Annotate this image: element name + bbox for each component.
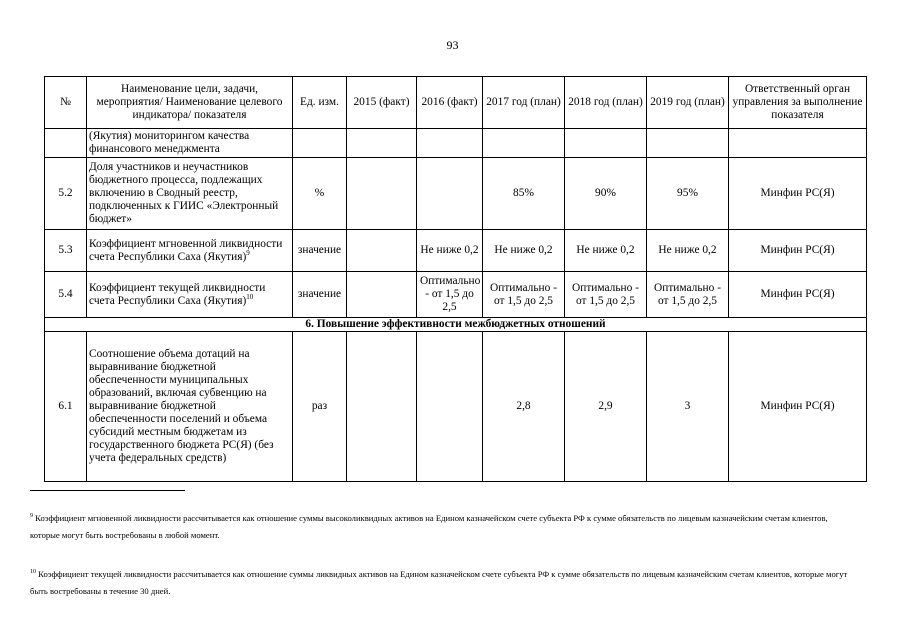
header-2015: 2015 (факт)	[347, 77, 417, 129]
table-row	[45, 230, 867, 272]
row-number: 5.2	[45, 158, 87, 230]
indicator-name: Коэффициент мгновенной ликвидности счета Республики Саха (Якутия)$^9$	[87, 230, 293, 272]
value-2018: 2,9	[565, 332, 647, 482]
indicator-name: Соотношение объема дотаций на выравнивание бюджетной обеспеченности муниципальных образований, включая субвенцию на выравнивание бюджетной обеспеченности поселений и объема субсидий местным бюджетам из государственного бюджета РС(Я) (без учета федеральных средств)	[87, 332, 293, 482]
header-2019: 2019 год (план)	[647, 77, 729, 129]
value-2016: Не ниже 0,2	[417, 230, 483, 272]
footnote-text: Коэффициент текущей ликвидности рассчитывается как отношение суммы ликвидных активов на Едином казначейском счете субъекта РФ к сумме обязательств по лицевым казначейским счетам клиентов, которые могут быть востребованы в течение 30 дней.	[30, 569, 848, 596]
table-row	[45, 129, 867, 158]
header-unit: Ед. изм.	[293, 77, 347, 129]
value-2018: 90%	[565, 158, 647, 230]
value-2018: Оптимально - от 1,5 до 2,5	[565, 272, 647, 318]
section-title: 6. Повышение эффективности межбюджетных отношений	[45, 318, 867, 332]
unit-cell: раз	[293, 332, 347, 482]
responsible-org: Минфин РС(Я)	[729, 158, 867, 230]
header-2018: 2018 год (план)	[565, 77, 647, 129]
value-2016: Оптимально - от 1,5 до 2,5	[417, 272, 483, 318]
indicators-table	[44, 76, 867, 482]
responsible-org: Минфин РС(Я)	[729, 230, 867, 272]
indicator-name: (Якутия) мониторингом качества финансового менеджмента	[87, 129, 293, 158]
table-row	[45, 158, 867, 230]
responsible-org: Минфин РС(Я)	[729, 272, 867, 318]
footnote-mark: 10	[30, 569, 36, 576]
unit-cell: %	[293, 158, 347, 230]
header-name: Наименование цели, задачи, мероприятия/ Наименование целевого индикатора/ показателя	[87, 77, 293, 129]
value-2017: 85%	[483, 158, 565, 230]
header-num: №	[45, 77, 87, 129]
value-2019: 3	[647, 332, 729, 482]
value-2018: Не ниже 0,2	[565, 230, 647, 272]
header-2016: 2016 (факт)	[417, 77, 483, 129]
responsible-org: Минфин РС(Я)	[729, 332, 867, 482]
unit-cell: значение	[293, 230, 347, 272]
value-2019: 95%	[647, 158, 729, 230]
footnote-ref: 9	[246, 248, 250, 257]
footnote-9	[30, 510, 850, 544]
footnote-10	[30, 566, 850, 600]
page-number: 93	[446, 38, 459, 52]
value-2019: Оптимально - от 1,5 до 2,5	[647, 272, 729, 318]
row-number: 6.1	[45, 332, 87, 482]
footnote-mark: 9	[30, 513, 33, 520]
header-org: Ответственный орган управления за выполнение показателя	[729, 77, 867, 129]
indicator-name: Доля участников и неучастников бюджетного процесса, подлежащих включению в Сводный реестр, подключенных к ГИИС «Электронный бюджет»	[87, 158, 293, 230]
value-2017: 2,8	[483, 332, 565, 482]
indicator-name: Коэффициент текущей ликвидности счета Республики Саха (Якутия)$^{10}$	[87, 272, 293, 318]
value-2019: Не ниже 0,2	[647, 230, 729, 272]
value-2017: Не ниже 0,2	[483, 230, 565, 272]
header-2017: 2017 год (план)	[483, 77, 565, 129]
value-2017: Оптимально - от 1,5 до 2,5	[483, 272, 565, 318]
table-row	[45, 272, 867, 318]
footnote-ref: 10	[246, 292, 254, 301]
row-number: 5.4	[45, 272, 87, 318]
header-row	[45, 77, 867, 129]
section-row	[45, 318, 867, 332]
unit-cell: значение	[293, 272, 347, 318]
table-row	[45, 332, 867, 482]
footnote-text: Коэффициент мгновенной ликвидности рассчитывается как отношение суммы высоколиквидных активов на Едином казначейском счете субъекта РФ к сумме обязательств по лицевым казначейским счетам клиентов, которые могут быть востребованы в любой момент.	[30, 513, 828, 540]
footnote-separator	[30, 490, 185, 491]
row-number: 5.3	[45, 230, 87, 272]
